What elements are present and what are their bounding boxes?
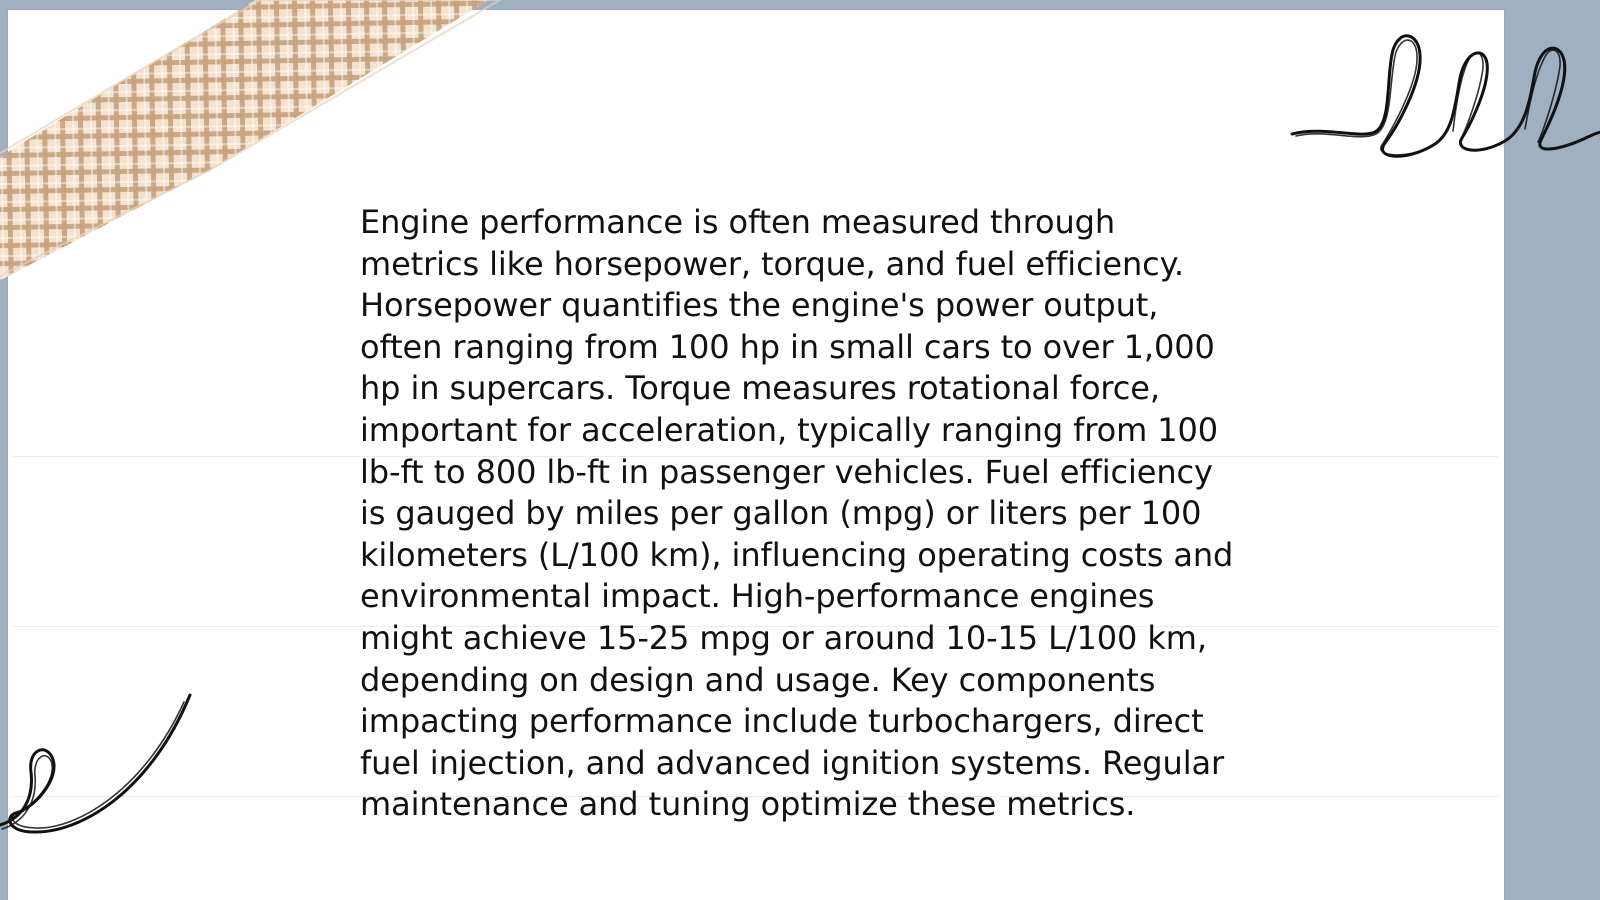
curled-flourish-decoration	[0, 695, 210, 865]
looped-scribble-decoration	[1290, 30, 1600, 180]
body-paragraph: Engine performance is often measured through metrics like horsepower, torque, and fuel efficiency. Horsepower quantifies the engine's power output, often ranging from 100 hp in small cars to over 1,000 hp in supercars. Torque measures rotational force, important for acceleration, typically ranging from 100 lb-ft to 800 lb-ft in passenger vehicles. Fuel efficiency is gauged by miles per gallon (mpg) or liters per 100 kilometers (L/100 km), influencing operating costs and environmental impact. High-performance engines might achieve 15-25 mpg or around 10-15 L/100 km, depending on design and usage. Key components impacting performance include turbochargers, direct fuel injection, and advanced ignition systems. Regular maintenance and tuning optimize these metrics.	[360, 203, 1234, 824]
